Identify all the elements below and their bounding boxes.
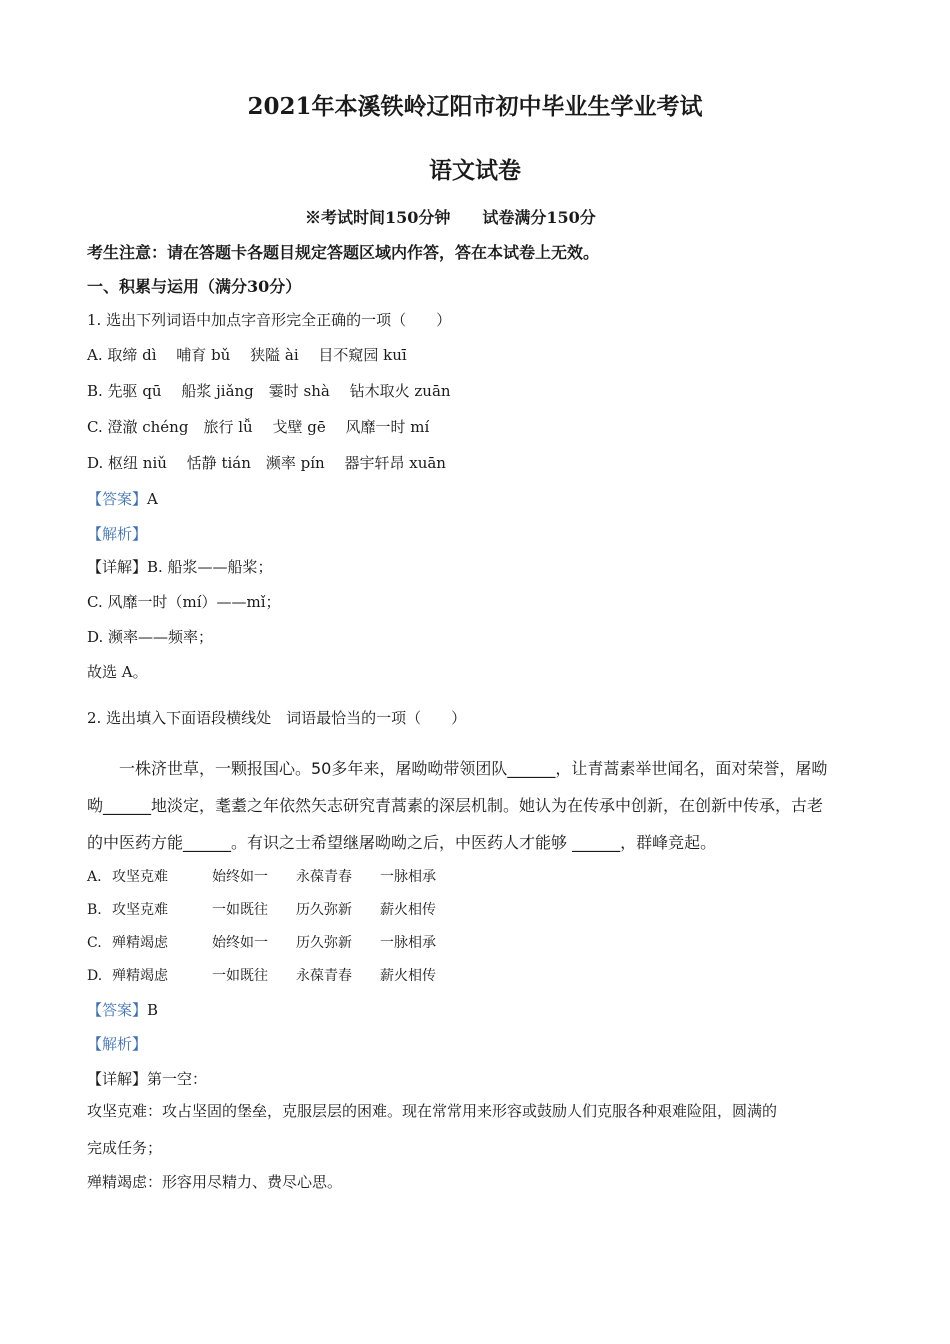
q2-passage-line: 的中医药方能______。有识之士希望继屠呦呦之后，中医药人才能够 ______，群峰竞起。 xyxy=(87,833,717,852)
q2-detail-line: 攻坚克难：攻占坚固的堡垒，克服层层的困难。现在常常用来形容或鼓励人们克服各种艰难险阻，圆满的 xyxy=(87,1102,778,1120)
answer-tag: 【答案】 xyxy=(87,490,148,508)
answer-value: B xyxy=(147,1001,159,1019)
q1-detail-line: 故选 A。 xyxy=(87,663,148,681)
answer-value: A xyxy=(147,490,158,508)
q1-detail-line: 【详解】B. 船浆——船桨； xyxy=(87,558,273,576)
q2-detail-line: 殚精竭虑：形容用尽精力、费尽心思。 xyxy=(87,1173,343,1191)
question-2-stem: 2. 选出填入下面语段横线处 词语最恰当的一项（ ） xyxy=(87,709,467,727)
q2-detail-line: 完成任务； xyxy=(87,1139,163,1157)
subject-title: 语文试卷 xyxy=(429,157,521,184)
q1-detail-line: D. 濒率——频率； xyxy=(87,628,214,646)
q1-option-c: C. 澄澈 chéng 旅行 lǚ 戈壁 gē 风靡一时 mí xyxy=(87,418,430,436)
q2-detail-line: 【详解】第一空： xyxy=(87,1070,208,1088)
section-heading: 一、积累与运用（满分30分） xyxy=(87,277,302,296)
q2-option-a: A. 攻坚克难 始终如一 永葆青春 一脉相承 xyxy=(87,869,436,885)
answer-tag: 【答案】 xyxy=(87,1001,148,1019)
q1-option-a: A. 取缔 dì 哺育 bǔ 狭隘 ài 目不窥园 kuī xyxy=(87,346,407,364)
exam-info: ※考试时间150分钟 试卷满分150分 xyxy=(305,208,596,227)
exam-notice: 考生注意：请在答题卡各题目规定答题区域内作答，答在本试卷上无效。 xyxy=(87,243,600,262)
q1-option-b: B. 先驱 qū 船浆 jiǎng 霎时 shà 钻木取火 zuān xyxy=(87,382,451,400)
q2-option-c: C. 殚精竭虑 始终如一 历久弥新 一脉相承 xyxy=(87,935,436,951)
question-1-stem: 1. 选出下列词语中加点字音形完全正确的一项（ ） xyxy=(87,311,452,329)
exam-title: 2021年本溪铁岭辽阳市初中毕业生学业考试 xyxy=(247,93,703,120)
q2-answer xyxy=(87,999,158,1020)
q2-analysis-tag: 【解析】 xyxy=(87,1035,148,1053)
q1-analysis-tag: 【解析】 xyxy=(87,525,148,543)
q1-detail-line: C. 风靡一时（mí）——mǐ； xyxy=(87,593,281,611)
q1-option-d: D. 枢纽 niǔ 恬静 tián 濒率 pín 器宇轩昂 xuān xyxy=(87,454,446,472)
q2-option-d: D. 殚精竭虑 一如既往 永葆青春 薪火相传 xyxy=(87,968,436,984)
q2-passage-line: 呦______地淡定，耄耋之年依然矢志研究青蒿素的深层机制。她认为在传承中创新，在创新中传承，古老 xyxy=(87,796,824,815)
q2-option-b: B. 攻坚克难 一如既往 历久弥新 薪火相传 xyxy=(87,902,436,918)
q2-passage-line: 一株济世草，一颗报国心。50多年来，屠呦呦带领团队______，让青蒿素举世闻名，面对荣誉，屠呦 xyxy=(87,759,828,778)
q1-answer xyxy=(87,488,158,509)
